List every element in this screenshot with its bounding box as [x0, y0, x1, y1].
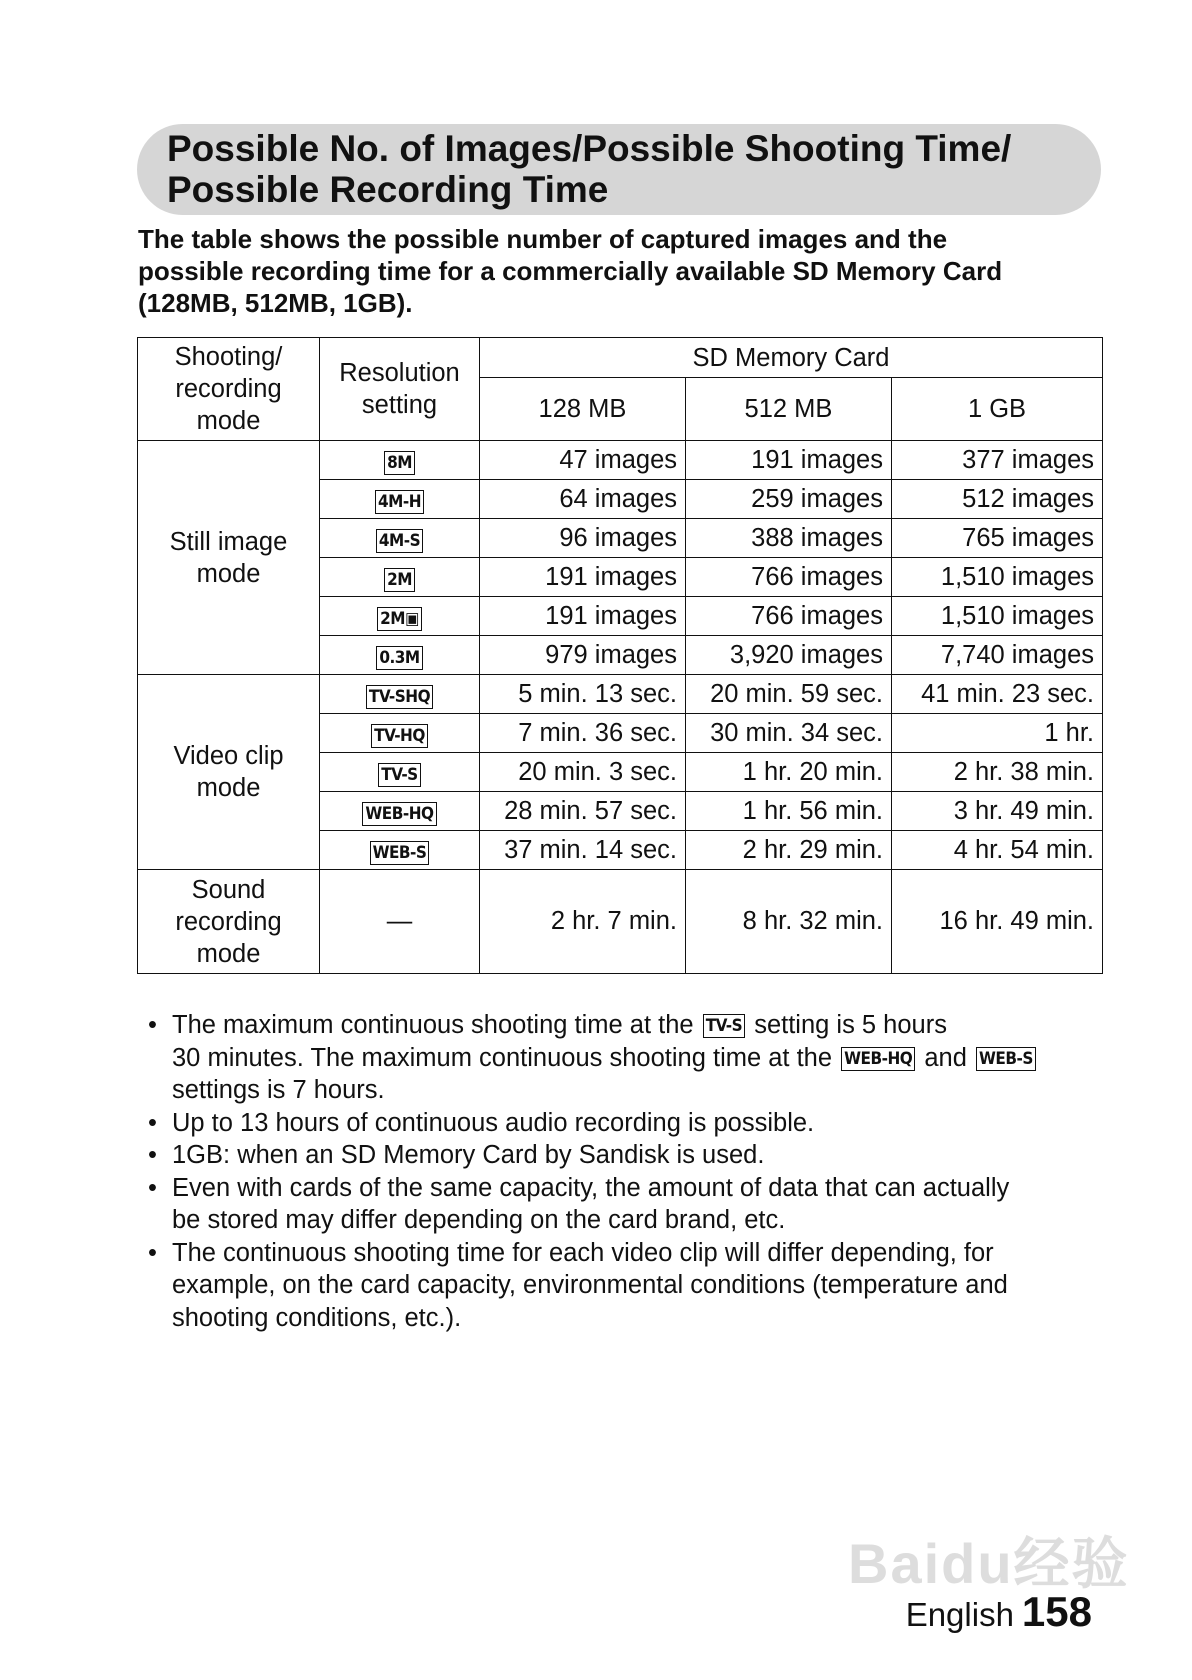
header-sd-card: SD Memory Card — [480, 338, 1103, 378]
table-cell: — — [320, 870, 480, 974]
page-footer — [906, 1588, 1092, 1636]
table-cell: 1 hr. 20 min. — [686, 753, 892, 792]
section-title-bar — [137, 124, 1101, 215]
table-cell: 191 images — [480, 558, 686, 597]
bullet: • — [148, 1238, 157, 1267]
video-web-hq-icon: WEB-HQ — [362, 802, 436, 826]
table-cell: 3 hr. 49 min. — [892, 792, 1103, 831]
resolution-2m-wide-icon: 2M▣ — [377, 607, 422, 631]
video-tv-s-icon: TV-S — [703, 1014, 745, 1038]
table-cell: 4 hr. 54 min. — [892, 831, 1103, 870]
bullet: • — [148, 1011, 157, 1039]
list-item: • The maximum continuous shooting time at the TV-S setting is 5 hours 30 minutes. The maximum continuous shooting time at the WEB-HQ and WEB-S settings is 7 hours. — [148, 1009, 1100, 1107]
intro-paragraph — [138, 223, 1098, 319]
header-1gb: 1 GB — [892, 378, 1103, 441]
table-cell: 388 images — [686, 519, 892, 558]
table-cell: 20 min. 3 sec. — [480, 753, 686, 792]
table-cell: 1 hr. — [892, 714, 1103, 753]
video-tv-shq-icon: TV-SHQ — [366, 685, 433, 709]
list-item: • Up to 13 hours of continuous audio recording is possible. — [148, 1107, 1100, 1140]
table-cell: 765 images — [892, 519, 1103, 558]
table-cell: 7,740 images — [892, 636, 1103, 675]
mode-sound-recording: Sound recording mode — [138, 870, 320, 974]
table-cell: 766 images — [686, 597, 892, 636]
mode-still-image: Still image mode — [138, 441, 320, 675]
bullet: • — [148, 1141, 157, 1169]
table-cell: 7 min. 36 sec. — [480, 714, 686, 753]
page-number: 158 — [1021, 1588, 1092, 1635]
table-cell: 191 images — [686, 441, 892, 480]
table-cell: 3,920 images — [686, 636, 892, 675]
table-cell: 64 images — [480, 480, 686, 519]
bullet: • — [148, 1173, 157, 1202]
table-cell: 259 images — [686, 480, 892, 519]
table-cell: 377 images — [892, 441, 1103, 480]
intro-line-3: (128MB, 512MB, 1GB). — [138, 288, 413, 318]
title-line-1: Possible No. of Images/Possible Shooting Time/ — [167, 128, 1012, 169]
table-cell: 512 images — [892, 480, 1103, 519]
table-cell: 20 min. 59 sec. — [686, 675, 892, 714]
table-cell: 28 min. 57 sec. — [480, 792, 686, 831]
resolution-4m-h-icon: 4M-H — [375, 490, 424, 514]
header-128mb: 128 MB — [480, 378, 686, 441]
list-item: • The continuous shooting time for each video clip will differ depending, for example, on the card capacity, environmental conditions (temperature and shooting conditions, etc.). — [148, 1238, 1008, 1332]
table-cell: 8 hr. 32 min. — [686, 870, 892, 974]
title-line-2: Possible Recording Time — [167, 169, 609, 210]
table-cell: 1,510 images — [892, 597, 1103, 636]
bullet: • — [148, 1108, 157, 1137]
header-512mb: 512 MB — [686, 378, 892, 441]
header-shooting-mode: Shooting/ recording mode — [138, 338, 320, 441]
video-tv-s-icon: TV-S — [378, 763, 420, 787]
video-web-s-icon: WEB-S — [370, 841, 430, 865]
mode-video-clip: Video clip mode — [138, 675, 320, 870]
intro-line-1: The table shows the possible number of captured images and the — [138, 224, 948, 254]
header-resolution: Resolution setting — [320, 338, 480, 441]
list-item: • 1GB: when an SD Memory Card by Sandisk is used. — [148, 1139, 1100, 1172]
capacity-table — [137, 337, 1103, 974]
table-cell: 766 images — [686, 558, 892, 597]
table-cell: 2 hr. 7 min. — [480, 870, 686, 974]
table-cell: 2 hr. 38 min. — [892, 753, 1103, 792]
notes-list — [148, 1009, 1100, 1334]
table-cell: 41 min. 23 sec. — [892, 675, 1103, 714]
list-item: • Even with cards of the same capacity, the amount of data that can actually be stored may differ depending on the card brand, etc. — [148, 1173, 1010, 1234]
table-cell: 1,510 images — [892, 558, 1103, 597]
resolution-0-3m-icon: 0.3M — [376, 646, 422, 670]
page-title — [167, 128, 1011, 210]
table-cell: 30 min. 34 sec. — [686, 714, 892, 753]
resolution-4m-s-icon: 4M-S — [376, 529, 423, 553]
table-cell: 2 hr. 29 min. — [686, 831, 892, 870]
table-row — [138, 441, 1103, 480]
table-cell: 979 images — [480, 636, 686, 675]
table-cell: 47 images — [480, 441, 686, 480]
table-cell: 37 min. 14 sec. — [480, 831, 686, 870]
video-tv-hq-icon: TV-HQ — [371, 724, 428, 748]
resolution-8m-icon: 8M — [384, 451, 415, 475]
table-row — [138, 870, 1103, 974]
table-cell: 191 images — [480, 597, 686, 636]
video-web-hq-icon: WEB-HQ — [841, 1047, 915, 1071]
table-cell: 16 hr. 49 min. — [892, 870, 1103, 974]
resolution-2m-icon: 2M — [384, 568, 415, 592]
table-cell: 1 hr. 56 min. — [686, 792, 892, 831]
video-web-s-icon: WEB-S — [976, 1047, 1036, 1071]
intro-line-2: possible recording time for a commercially available SD Memory Card — [138, 256, 1003, 286]
table-row — [138, 675, 1103, 714]
table-cell: 5 min. 13 sec. — [480, 675, 686, 714]
footer-language: English — [905, 1596, 1014, 1633]
table-cell: 96 images — [480, 519, 686, 558]
watermark-logo: Baidu经验 — [848, 1532, 1130, 1595]
